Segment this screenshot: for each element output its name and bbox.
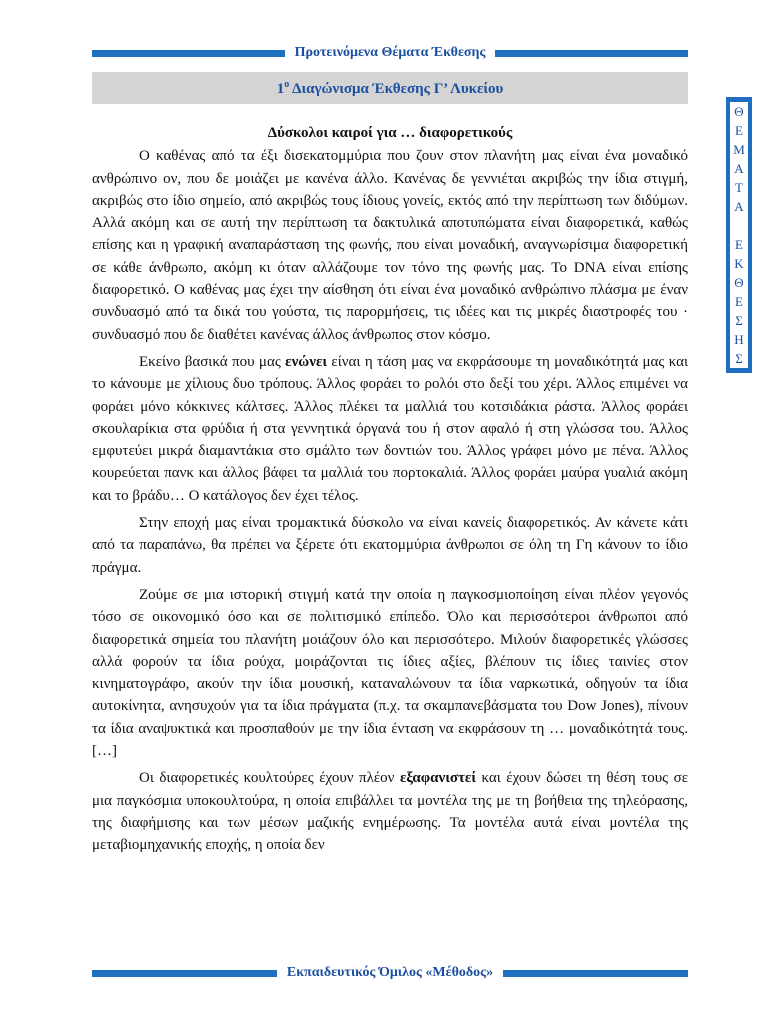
footer-bar-left xyxy=(92,970,277,977)
side-tab-letter: Σ xyxy=(735,313,743,328)
paragraph-text: Ο καθένας από τα έξι δισεκατομμύρια που ζουν στον πλανήτη μας είναι ένα μοναδικό ανθρώπινο ον, που δε μοιάζει με κανένα άλλο. Κανένας δε γεννιέται ακριβώς την ίδια στιγμή, ακριβώς στο ίδιο σημείο, από ακριβώς τους ίδιους γονείς, εκτός από την περίπτωση των διδύμων. Αλλά ακόμη και σε αυτή την περίπτωση τα δακτυλικά αποτυπώματα είναι διαφορετικά, καθώς επίσης και η γραφική αναπαράσταση της φωνής, που είναι μοναδική, αναγνωρίσιμα διαφορετική σε κάθε άνθρωπο, ακόμη κι όταν αλλάζουμε τον τόνο της φωνής μας. Το DNA είναι επίσης διαφορετικό. Ο καθένας μας έχει την αίσθηση ότι είναι ένα μοναδικό ανθρώπινο πλάσμα με έναν συνδυασμό από τα δικά του γούστα, τις παρορμήσεις, τις ιδέες και τις μικρές διαστροφές του · συνδυασμό που δε διαθέτει κανένας άλλος άνθρωπος στον κόσμο. xyxy=(92,148,688,343)
header-bar-right xyxy=(495,50,688,57)
article-paragraph xyxy=(92,351,688,507)
article-paragraph xyxy=(92,145,688,346)
paragraph-text: Οι διαφορετικές κουλτούρες έχουν πλέον xyxy=(139,770,400,787)
emphasized-word: εξαφανιστεί xyxy=(399,770,476,787)
exam-title-text: Διαγώνισμα Έκθεσης Γ’ Λυκείου xyxy=(289,80,504,97)
page-header xyxy=(92,42,688,64)
side-tab-letter: Ε xyxy=(735,237,743,252)
header-bar-left xyxy=(92,50,285,57)
article-paragraph xyxy=(92,584,688,762)
side-tab-letter: Κ xyxy=(734,256,744,271)
emphasized-word: ενώνει xyxy=(285,353,328,370)
paragraph-text: Στην εποχή μας είναι τρομακτικά δύσκολο να είναι κανείς διαφορετικός. Αν κάνετε κάτι από τα παραπάνω, θα πρέπει να ξέρετε ότι εκατομμύρια άνθρωποι σε όλη τη Γη κάνουν το ίδιο πράγμα. xyxy=(92,515,688,576)
article-paragraph xyxy=(92,767,688,856)
side-tab-letter: Ε xyxy=(735,123,743,138)
side-tab-letter: Θ xyxy=(734,275,744,290)
footer-bar-right xyxy=(503,970,688,977)
side-tab-letter: Ε xyxy=(735,294,743,309)
paragraph-text: είναι η τάση μας να εκφράσουμε τη μοναδικότητά μας και το κάνουμε με χίλιους δυο τρόπους. Άλλος φοράει το ρολόι στο δεξί του χέρι. Άλλος επιμένει να φοράει μόνο κόκκινες κάλτσες. Άλλος πλέκει τα μαλλιά του κοτσιδάκια ράστα. Άλλος φοράει σκουλαρίκια στα φρύδια ή στα γεννητικά όργανά του ή στον αφαλό ή στη γλώσσα του. Άλλος εμφυτεύει μικρά διαμαντάκια στο σμάλτο των δοντιών του. Άλλος γράφει μόνο με πένα. Άλλος κουρεύεται πανκ και άλλος βάφει τα μαλλιά του πορτοκαλιά. Άλλος φοράει μαύρα γυαλιά ακόμη και το βράδυ… Ο κατάλογος δεν έχει τέλος. xyxy=(92,353,689,504)
exam-title xyxy=(277,79,504,98)
side-tab-letter: Α xyxy=(734,199,744,214)
side-tab-letter: Σ xyxy=(735,351,743,366)
article xyxy=(92,122,688,862)
exam-number-suffix: ο xyxy=(284,78,290,90)
article-title: Δύσκολοι καιροί για … διαφορετικούς xyxy=(267,125,513,141)
side-tab xyxy=(726,97,752,373)
exam-number: 1 xyxy=(276,80,285,97)
exam-title-box xyxy=(92,72,688,104)
header-title: Προτεινόμενα Θέματα Έκθεσης xyxy=(294,45,486,60)
paragraph-text: Ζούμε σε μια ιστορική στιγμή κατά την οποία η παγκοσμιοποίηση είναι πλέον γεγονός τόσο σε οικονομικό όσο και σε πολιτισμικό επίπεδο. Όλο και περισσότεροι άνθρωποι από διαφορετικά σημεία του πλανήτη μοιάζουν όλο και περισσότερο. Μιλούν διαφορετικές γλώσσες αλλά φορούν τα ίδια ρούχα, μοιράζονται τις ίδιες αξίες, βλέπουν τις ίδιες ταινίες στον κινηματογράφο, ακούν την ίδια μουσική, καταναλώνουν τα ίδια ναρκωτικά, οδηγούν τα ίδια αυτοκίνητα, ανησυχούν για τα ίδια πράγματα (π.χ. τα σκαμπανεβάσματα του Dow Jones), πίνουν τα ίδια αναψυκτικά και προσπαθούν με την ίδια ένταση να εκφράσουν τη … μοναδικότητά τους. […] xyxy=(92,586,688,760)
page-footer xyxy=(92,962,688,984)
article-paragraph xyxy=(92,512,688,579)
article-body xyxy=(92,145,688,856)
side-tab-letter: Α xyxy=(734,161,744,176)
paragraph-text: και έχουν δώσει τη θέση τους σε μια παγκόσμια υποκουλτούρα, η οποία επιβάλλει τα μοντέλα της με τη βοήθεια της τηλεόρασης, της διαφήμισης και των μέσων μαζικής ενημέρωσης. Τα μοντέλα αυτά είναι μοντέλα της μεταβιομηχανικής εποχής, η οποία δεν xyxy=(92,770,688,854)
side-tab-letter: Τ xyxy=(735,180,743,195)
side-tab-letters xyxy=(730,102,748,368)
side-tab-letter: Η xyxy=(734,332,744,347)
paragraph-text: Εκείνο βασικά που μας xyxy=(139,353,286,370)
footer-title: Εκπαιδευτικός Όμιλος «Μέθοδος» xyxy=(286,965,494,980)
side-tab-letter: Μ xyxy=(733,142,745,157)
side-tab-letter: Θ xyxy=(734,104,744,119)
